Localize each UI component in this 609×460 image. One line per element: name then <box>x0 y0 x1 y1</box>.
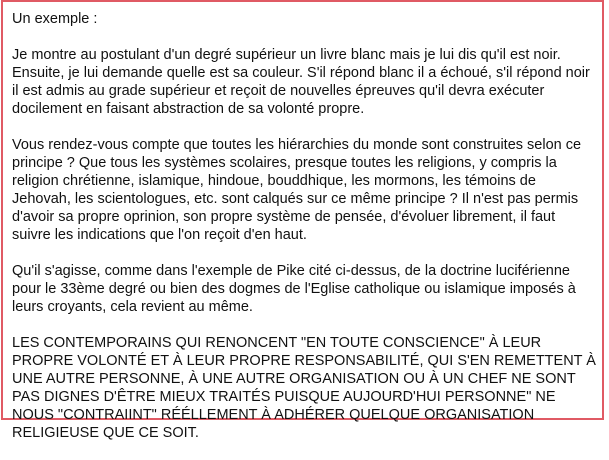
paragraph-2: Vous rendez-vous compte que toutes les hiérarchies du monde sont construites selon ce principe ? Que tous les systèmes scolaires, presque toutes les religions, y compris la religion chrétienne, islamique, hindoue, bouddhique, les mormons, les témoins de Jehovah, les scientologues, etc. sont calqués sur ce même principe ? Il n'est pas permis d'avoir sa propre oprinion, son propre système de pensée, d'évoluer librement, il faut suivre les indications que l'on reçoit d'en haut. <box>12 137 582 243</box>
document-frame <box>1 0 604 441</box>
paragraph-4: LES CONTEMPORAINS QUI RENONCENT "EN TOUTE CONSCIENCE" À LEUR PROPRE VOLONTÉ ET À LEUR PROPRE RESPONSABILITÉ, QUI S'EN REMETTENT À UNE AUTRE PERSONNE, À UNE AUTRE ORGANISATION OU À UN CHEF NE SONT PAS DIGNES D'ÊTRE MIEUX TRAITÉS PUISQUE AUJOURD'HUI PERSONNE" NE NOUS "CONTRAIINT" RÉÉLLEMENT À ADHÉRER QUELQUE ORGANISATION RELIGIEUSE QUE CE SOIT. <box>12 335 596 441</box>
document-body <box>12 10 597 460</box>
document-heading: Un exemple : <box>12 11 98 27</box>
paragraph-1: Je montre au postulant d'un degré supérieur un livre blanc mais je lui dis qu'il est noir. Ensuite, je lui demande quelle est sa couleur. S'il répond blanc il a échoué, s'il répond noir il est admis au grade supérieur et reçoit de nouvelles épreuves qu'il devra exécuter docilement en faisant abstraction de sa volonté propre. <box>12 47 590 117</box>
paragraph-3: Qu'il s'agisse, comme dans l'exemple de Pike cité ci-dessus, de la doctrine luciférienne pour le 33ème degré ou bien des dogmes de l'Eglise catholique ou islamique imposés à leurs croyants, cela revient au même. <box>12 263 576 315</box>
